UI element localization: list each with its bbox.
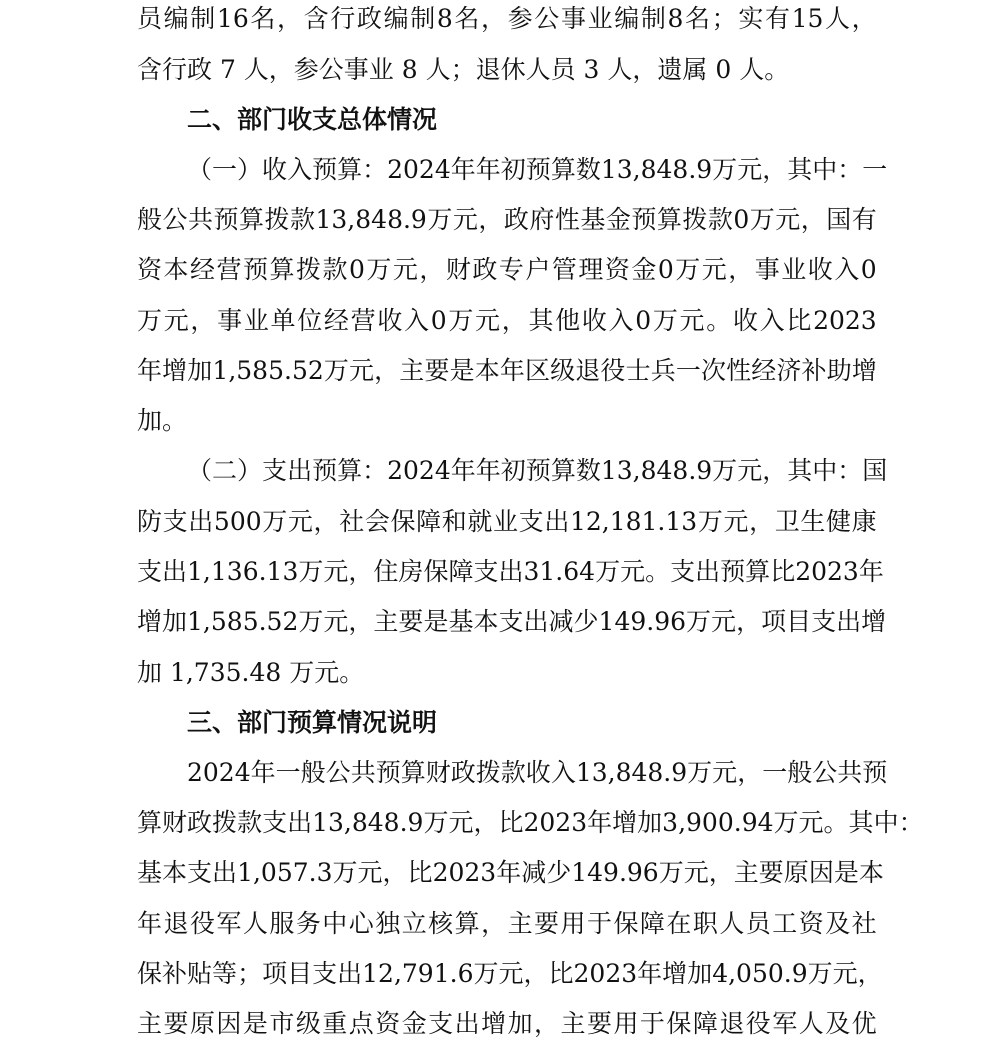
text-line: 支 出 1,136.13 万 元 ， 住 房 保 障 支 出 31.64 万 元 。 支 出 预 算 比 2023 年 (137, 557, 884, 586)
section-heading-3: 三、部门预算情况说明 (187, 708, 438, 737)
text-line: 增 加 1,585.52 万 元 ， 主 要 是 基 本 支 出 减 少 149.96 万 元 ， 项 目 支 出 增 (137, 607, 887, 636)
text-line: 算 财 政 拨 款 支 出 13,848.9 万 元 ， 比 2023 年 增 加 3,900.94 万 元 。 其 中 ： (137, 808, 924, 837)
text-line: 年 增 加 1,585.52 万 元 ， 主 要 是 本 年 区 级 退 役 士 兵 一 次 性 经 济 补 助 增 (137, 356, 877, 385)
text-line: 加。 (137, 406, 188, 435)
text-line: 基 本 支 出 1,057.3 万 元 ， 比 2023 年 减 少 149.96 万 元 ， 主 要 原 因 是 本 (137, 858, 884, 887)
text-line: 般 公 共 预 算 拨 款 13,848.9 万 元 ， 政 府 性 基 金 预 算 拨 款 0 万 元 ， 国 有 (137, 205, 877, 234)
text-line: 主 要 原 因 是 市 级 重 点 资 金 支 出 增 加 ， 主 要 用 于 保 障 退 役 军 人 及 优 (137, 1009, 877, 1038)
text-line: 含行政 7 人，参公事业 8 人；退休人员 3 人，遗属 0 人。 (137, 55, 790, 84)
text-line: （ 二 ） 支 出 预 算 ： 2024 年 年 初 预 算 数 13,848.9 万 元 ， 其 中 ： 国 (187, 456, 888, 485)
text-line: 年 退 役 军 人 服 务 中 心 独 立 核 算 ， 主 要 用 于 保 障 在 职 人 员 工 资 及 社 (137, 909, 877, 938)
text-line: 2024 年 一 般 公 共 预 算 财 政 拨 款 收 入 13,848.9 万 元 ， 一 般 公 共 预 (187, 758, 888, 787)
text-line: 防 支 出 500 万 元 ， 社 会 保 障 和 就 业 支 出 12,181.13 万 元 ， 卫 生 健 康 (137, 507, 877, 536)
text-line: 加 1,735.48 万元。 (137, 658, 365, 687)
text-line: 资 本 经 营 预 算 拨 款 0 万 元 ， 财 政 专 户 管 理 资 金 0 万 元 ， 事 业 收 入 0 (137, 255, 877, 284)
text-line: 员 编 制 16 名 ， 含 行 政 编 制 8 名 ， 参 公 事 业 编 制 8 名 ； 实 有 15 人 ， (137, 4, 877, 33)
text-line: 万 元 ， 事 业 单 位 经 营 收 入 0 万 元 ， 其 他 收 入 0 万 元 。 收 入 比 2023 (137, 306, 877, 335)
text-line: 保 补 贴 等 ； 项 目 支 出 12,791.6 万 元 ， 比 2023 年 增 加 4,050.9 万 元 ， (137, 959, 883, 988)
text-line: （ 一 ） 收 入 预 算 ： 2024 年 年 初 预 算 数 13,848.9 万 元 ， 其 中 ： 一 (187, 155, 888, 184)
section-heading-2: 二、部门收支总体情况 (187, 105, 438, 134)
